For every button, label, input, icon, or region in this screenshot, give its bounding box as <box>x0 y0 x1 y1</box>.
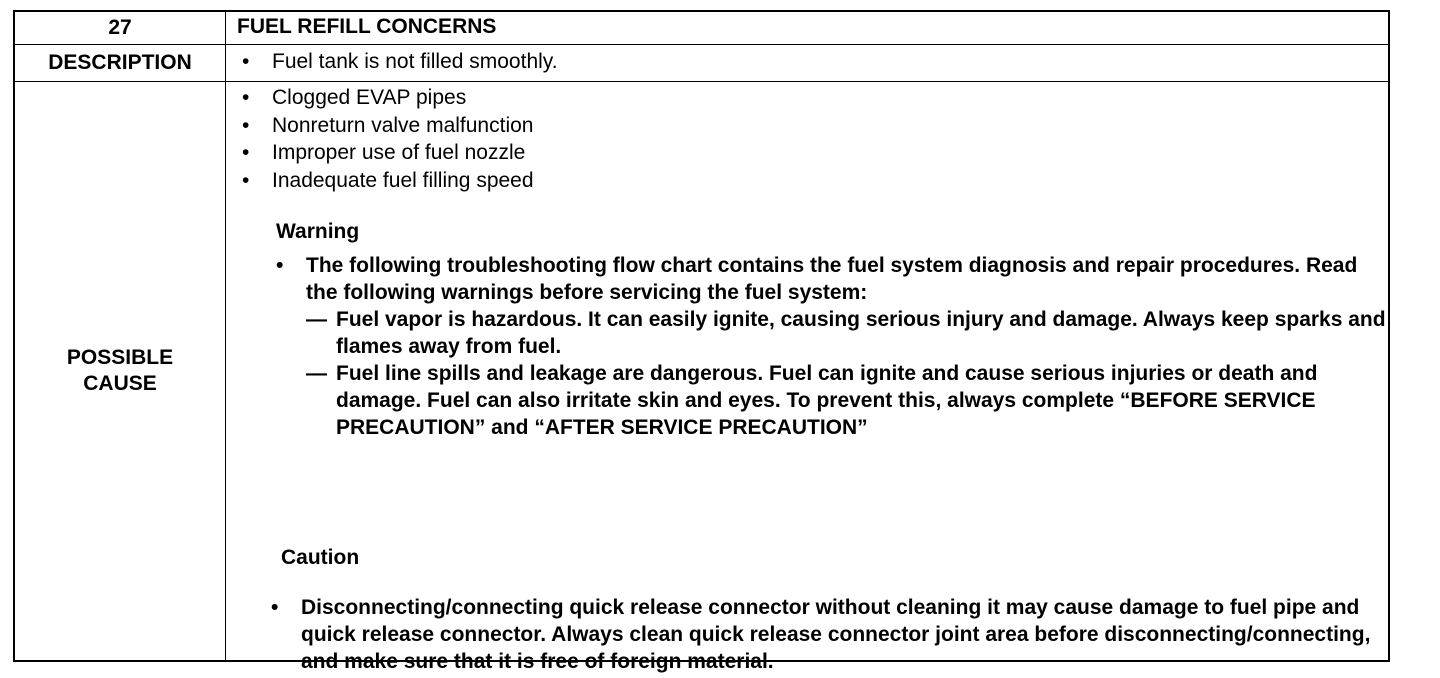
diagnostic-table <box>13 10 1390 673</box>
list-item: • Nonreturn valve malfunction <box>242 112 534 140</box>
caution-item <box>271 594 1391 675</box>
description-item <box>242 49 558 75</box>
bullet-icon: • <box>276 254 284 277</box>
warning-sub-item: — Fuel line spills and leakage are dangerous. Fuel can ignite and cause serious injuries or death and damage. Fuel can also irritate skin and eyes. To prevent this, always complete “BEFORE SERVICE PRECAUTION” and “AFTER SERVICE PRECAUTION” <box>306 362 1318 439</box>
list-item: • Improper use of fuel nozzle <box>242 139 534 167</box>
bullet-icon: • <box>242 113 250 137</box>
bullet-icon: • <box>242 141 250 164</box>
bullet-icon: • <box>242 50 250 73</box>
dash-icon: — <box>306 308 327 331</box>
caution-heading: Caution <box>281 546 360 569</box>
possible-cause-label-line2: CAUSE <box>83 372 157 395</box>
header-row <box>15 12 1388 45</box>
warning-block <box>276 252 1386 441</box>
warning-text: The following troubleshooting flow chart contains the fuel system diagnosis and repair procedures. Read the following warnings before servicing the fuel system: <box>306 254 1358 304</box>
dash-icon: — <box>306 362 327 385</box>
bullet-icon: • <box>242 86 250 109</box>
list-item: • Clogged EVAP pipes <box>242 84 534 112</box>
description-row <box>15 45 1388 82</box>
possible-cause-label-line1: POSSIBLE <box>66 346 174 369</box>
description-cell <box>226 45 1388 81</box>
caution-block <box>271 594 1391 675</box>
possible-cause-row <box>15 82 1388 673</box>
concern-title: FUEL REFILL CONCERNS <box>237 15 497 38</box>
possible-cause-label <box>15 82 226 660</box>
cause-list <box>242 84 534 194</box>
warning-heading: Warning <box>276 220 360 243</box>
list-item: • Inadequate fuel filling speed <box>242 167 534 195</box>
warning-item <box>276 252 1386 306</box>
description-text: Fuel tank is not filled smoothly. <box>272 50 558 73</box>
bullet-icon: • <box>271 596 279 619</box>
bullet-icon: • <box>242 168 250 192</box>
warning-sub-item: — Fuel vapor is hazardous. It can easily ignite, causing serious injury and damage. Always keep sparks and flames away from fuel. <box>306 308 1386 358</box>
description-label: DESCRIPTION <box>15 45 226 81</box>
concern-number: 27 <box>15 12 226 44</box>
caution-text: Disconnecting/connecting quick release connector without cleaning it may cause damage to fuel pipe and quick release connector. Always clean quick release connector joint area before disconnecting/connecting, and make sure that it is free of foreign material. <box>301 596 1371 673</box>
possible-cause-cell <box>226 82 1388 673</box>
